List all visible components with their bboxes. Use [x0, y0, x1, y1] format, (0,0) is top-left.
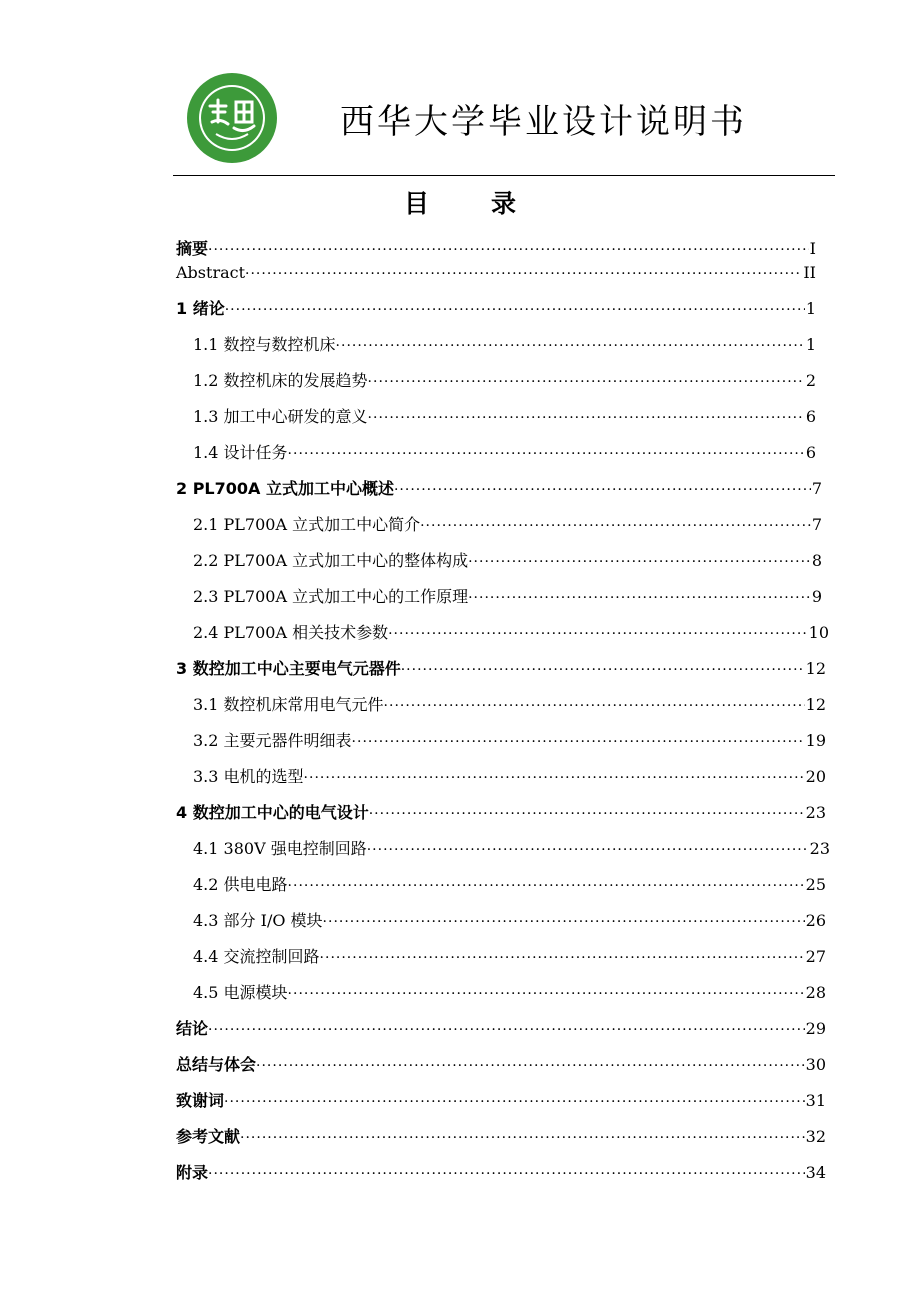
toc-leader — [368, 370, 805, 394]
toc-entry-label: 3.3 电机的选型 — [193, 767, 304, 786]
toc-entry-page: 7 — [811, 479, 822, 498]
toc-leader — [388, 622, 808, 646]
toc-leader — [224, 1090, 805, 1114]
toc-entry-page: 10 — [808, 623, 829, 642]
toc-entry-label: 摘要 — [176, 239, 209, 258]
toc-leader — [225, 298, 805, 322]
toc-entry[interactable] — [176, 1017, 826, 1041]
toc-entry-page: 6 — [805, 443, 816, 462]
toc-entry-page: I — [809, 239, 816, 258]
toc-entry[interactable] — [176, 801, 826, 825]
toc-entry-page: 28 — [805, 983, 826, 1002]
toc-entry-page: 8 — [811, 551, 822, 570]
toc-entry[interactable] — [193, 945, 826, 969]
toc-entry-page: 32 — [805, 1127, 826, 1146]
toc-entry[interactable] — [176, 477, 822, 501]
toc-entry[interactable] — [193, 585, 822, 609]
toc-entry[interactable] — [176, 1125, 826, 1149]
toc-entry-label: 3.2 主要元器件明细表 — [193, 731, 352, 750]
toc-entry-page: 1 — [805, 299, 816, 318]
toc-entry-page: 1 — [805, 335, 816, 354]
toc-entry[interactable] — [193, 909, 826, 933]
toc-entry[interactable] — [193, 441, 816, 465]
toc-entry-label: 1.4 设计任务 — [193, 443, 288, 462]
toc-entry-page: 20 — [805, 767, 826, 786]
toc-leader — [384, 694, 805, 718]
toc-leader — [420, 514, 811, 538]
toc-leader — [240, 1126, 805, 1150]
toc-entry-page: 23 — [809, 839, 830, 858]
toc-entry-label: 2.1 PL700A 立式加工中心简介 — [193, 515, 421, 534]
toc-entry[interactable] — [193, 729, 826, 753]
toc-leader — [369, 802, 805, 826]
toc-leader — [245, 262, 802, 286]
toc-entry-label: 4.4 交流控制回路 — [193, 947, 320, 966]
toc-entry[interactable] — [193, 513, 822, 537]
toc-entry[interactable] — [193, 837, 830, 861]
toc-entry-page: 9 — [811, 587, 822, 606]
toc-entry-label: 2 PL700A 立式加工中心概述 — [176, 479, 394, 498]
toc-leader — [394, 478, 811, 502]
toc-entry-label: 参考文献 — [176, 1127, 241, 1146]
toc-entry[interactable] — [176, 297, 816, 321]
toc-entry-label: Abstract — [176, 263, 246, 282]
toc-heading-left: 目 — [403, 189, 429, 218]
toc-leader — [208, 238, 809, 262]
toc-entry-label: 致谢词 — [176, 1091, 225, 1110]
toc-leader — [288, 874, 805, 898]
toc-entry-label: 2.2 PL700A 立式加工中心的整体构成 — [193, 551, 469, 570]
toc-entry-page: 26 — [805, 911, 826, 930]
toc-entry-label: 4.2 供电电路 — [193, 875, 288, 894]
toc-entry-label: 1.2 数控机床的发展趋势 — [193, 371, 368, 390]
toc-entry-label: 附录 — [176, 1163, 209, 1182]
toc-leader — [288, 982, 805, 1006]
toc-entry-page: 12 — [805, 659, 826, 678]
toc-entry-label: 结论 — [176, 1019, 209, 1038]
toc-entry[interactable] — [193, 549, 822, 573]
toc-entry[interactable] — [176, 1053, 826, 1077]
toc-entry-label: 2.4 PL700A 相关技术参数 — [193, 623, 389, 642]
toc-entry-page: 6 — [805, 407, 816, 426]
toc-entry-label: 总结与体会 — [176, 1055, 257, 1074]
toc-leader — [208, 1162, 805, 1186]
toc-entry-label: 4.5 电源模块 — [193, 983, 288, 1002]
toc-entry-page: 30 — [805, 1055, 826, 1074]
toc-entry-page: 29 — [805, 1019, 826, 1038]
toc-entry-page: II — [803, 263, 816, 282]
toc-entry-label: 4 数控加工中心的电气设计 — [176, 803, 369, 822]
toc-leader — [256, 1054, 805, 1078]
toc-entry-page: 19 — [805, 731, 826, 750]
toc-entry-page: 34 — [805, 1163, 826, 1182]
toc-entry-label: 3 数控加工中心主要电气元器件 — [176, 659, 401, 678]
toc-entry[interactable] — [193, 693, 826, 717]
toc-leader — [352, 730, 805, 754]
toc-entry-page: 7 — [811, 515, 822, 534]
toc-entry-label: 4.1 380V 强电控制回路 — [193, 839, 367, 858]
toc-leader — [336, 334, 805, 358]
toc-entry-page: 12 — [805, 695, 826, 714]
toc-leader — [368, 406, 805, 430]
toc-entry[interactable] — [193, 405, 816, 429]
toc-leader — [323, 910, 805, 934]
toc-entry-page: 2 — [805, 371, 816, 390]
toc-heading-right: 录 — [491, 189, 517, 218]
toc-entry-page: 23 — [805, 803, 826, 822]
toc-entry-page: 25 — [805, 875, 826, 894]
toc-leader — [288, 442, 805, 466]
toc-entry-label: 3.1 数控机床常用电气元件 — [193, 695, 384, 714]
toc-leader — [208, 1018, 805, 1042]
toc-leader — [401, 658, 805, 682]
document-header-title: 西华大学毕业设计说明书 — [340, 102, 747, 142]
toc-entry[interactable] — [193, 369, 816, 393]
toc-entry[interactable] — [176, 261, 816, 285]
toc-entry[interactable] — [176, 657, 826, 681]
toc-entry-label: 1 绪论 — [176, 299, 225, 318]
toc-entry-label: 2.3 PL700A 立式加工中心的工作原理 — [193, 587, 469, 606]
toc-entry-label: 4.3 部分 I/O 模块 — [193, 911, 323, 930]
toc-entry[interactable] — [193, 621, 829, 645]
toc-entry[interactable] — [193, 873, 826, 897]
toc-entry[interactable] — [176, 237, 816, 261]
toc-entry[interactable] — [176, 1089, 826, 1113]
toc-entry-label: 1.1 数控与数控机床 — [193, 335, 336, 354]
toc-entry[interactable] — [193, 981, 826, 1005]
toc-entry-label: 1.3 加工中心研发的意义 — [193, 407, 368, 426]
toc-entry[interactable] — [193, 333, 816, 357]
toc-entry[interactable] — [193, 765, 826, 789]
toc-leader — [468, 550, 811, 574]
toc-entry[interactable] — [176, 1161, 826, 1185]
toc-entry-page: 27 — [805, 947, 826, 966]
toc-leader — [468, 586, 811, 610]
toc-leader — [304, 766, 805, 790]
toc-leader — [320, 946, 805, 970]
toc-entry-page: 31 — [805, 1091, 826, 1110]
toc-leader — [367, 838, 809, 862]
